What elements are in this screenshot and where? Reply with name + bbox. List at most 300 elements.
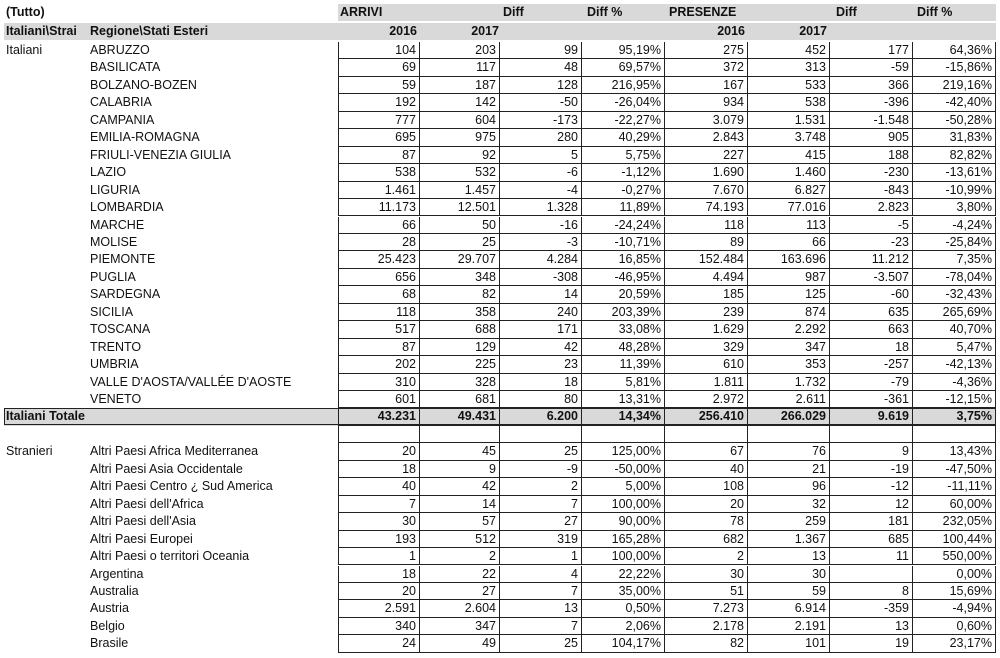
cell-value[interactable]: 187 (420, 77, 500, 94)
cell-value[interactable]: 2.191 (748, 618, 830, 635)
cell-value[interactable]: 7,35% (913, 251, 996, 268)
cell-value[interactable]: 14 (500, 286, 582, 303)
row-label[interactable]: SARDEGNA (90, 287, 161, 302)
cell-value[interactable]: 20,59% (582, 286, 665, 303)
cell-value[interactable]: 31,83% (913, 129, 996, 146)
cell-value[interactable]: 118 (665, 217, 748, 234)
cell-value[interactable]: 82 (420, 286, 500, 303)
cell-value[interactable]: -1.548 (830, 112, 913, 129)
cell-value[interactable]: 905 (830, 129, 913, 146)
cell-value[interactable]: -26,04% (582, 94, 665, 111)
cell-value[interactable]: 13,31% (582, 391, 665, 408)
cell-value[interactable]: -843 (830, 182, 913, 199)
row-label[interactable]: VENETO (90, 392, 142, 406)
cell-value[interactable]: 219,16% (913, 77, 996, 94)
cell-value[interactable]: 2 (420, 548, 500, 565)
cell-value[interactable]: 100,44% (913, 531, 996, 548)
cell-value[interactable]: 610 (665, 356, 748, 373)
row-label[interactable]: Argentina (90, 566, 144, 581)
cell-value[interactable]: 48,28% (582, 339, 665, 356)
field-italiani-stranieri[interactable]: Italiani\Strai (6, 24, 77, 38)
cell-value[interactable]: 42 (500, 339, 582, 356)
cell-value[interactable]: 6.914 (748, 600, 830, 617)
cell-value[interactable]: 934 (665, 94, 748, 111)
cell-value[interactable]: -361 (830, 391, 913, 408)
cell-value[interactable]: 415 (748, 147, 830, 164)
cell-value[interactable]: 177 (830, 42, 913, 59)
cell-value[interactable]: 7 (338, 496, 420, 513)
cell-value[interactable]: 2.591 (338, 600, 420, 617)
cell-value[interactable]: -24,24% (582, 217, 665, 234)
cell-value[interactable]: 550,00% (913, 548, 996, 565)
cell-value[interactable]: 512 (420, 531, 500, 548)
cell-value[interactable]: 695 (338, 129, 420, 146)
row-label[interactable]: EMILIA-ROMAGNA (90, 130, 200, 145)
arrivi-diff-header[interactable]: Diff (503, 5, 524, 19)
cell-value[interactable]: -23 (830, 234, 913, 251)
year-2017-arrivi[interactable]: 2017 (471, 24, 499, 38)
cell-value[interactable]: 635 (830, 304, 913, 321)
cell-value[interactable]: 1.629 (665, 321, 748, 338)
cell-value[interactable]: -0,27% (582, 182, 665, 199)
cell-value[interactable]: -4 (500, 182, 582, 199)
cell-value[interactable]: 101 (748, 635, 830, 652)
empty-cell[interactable] (665, 426, 748, 443)
cell-value[interactable]: 202 (338, 356, 420, 373)
cell-value[interactable]: 40 (665, 461, 748, 478)
cell-value[interactable]: 275 (665, 42, 748, 59)
cell-value[interactable]: 7.670 (665, 182, 748, 199)
cell-value[interactable]: -4,94% (913, 600, 996, 617)
cell-value[interactable]: 27 (500, 513, 582, 530)
cell-value[interactable]: 48 (500, 59, 582, 76)
cell-value[interactable]: 0,60% (913, 618, 996, 635)
empty-cell[interactable] (500, 426, 582, 443)
cell-value[interactable]: 66 (748, 234, 830, 251)
cell-value[interactable]: 663 (830, 321, 913, 338)
cell-value[interactable]: 128 (500, 77, 582, 94)
cell-value[interactable]: 0,50% (582, 600, 665, 617)
cell-value[interactable]: 118 (338, 304, 420, 321)
cell-value[interactable]: 40,29% (582, 129, 665, 146)
cell-value[interactable]: 11 (830, 548, 913, 565)
cell-value[interactable]: 777 (338, 112, 420, 129)
cell-value[interactable]: -59 (830, 59, 913, 76)
cell-value[interactable]: 89 (665, 234, 748, 251)
cell-value[interactable]: -3 (500, 234, 582, 251)
total-value[interactable]: 3,75% (913, 408, 996, 425)
row-label[interactable]: CAMPANIA (90, 112, 155, 127)
cell-value[interactable]: 185 (665, 286, 748, 303)
cell-value[interactable]: 13 (830, 618, 913, 635)
cell-value[interactable]: -257 (830, 356, 913, 373)
row-label[interactable]: Brasile (90, 636, 129, 651)
cell-value[interactable]: 1.531 (748, 112, 830, 129)
cell-value[interactable]: 25 (500, 635, 582, 652)
cell-value[interactable]: 1.367 (748, 531, 830, 548)
cell-value[interactable]: 19 (830, 635, 913, 652)
cell-value[interactable]: 538 (338, 164, 420, 181)
cell-value[interactable]: 5,00% (582, 478, 665, 495)
cell-value[interactable]: 117 (420, 59, 500, 76)
cell-value[interactable]: -308 (500, 269, 582, 286)
cell-value[interactable]: 2.604 (420, 600, 500, 617)
arrivi-diffpct-header[interactable]: Diff % (587, 5, 623, 19)
total-label[interactable]: Italiani Totale (6, 409, 85, 424)
cell-value[interactable]: 108 (665, 478, 748, 495)
cell-value[interactable]: 192 (338, 94, 420, 111)
row-label[interactable]: Altri Paesi dell'Asia (90, 514, 196, 529)
cell-value[interactable]: 216,95% (582, 77, 665, 94)
cell-value[interactable]: 2.823 (830, 199, 913, 216)
cell-value[interactable]: 27 (420, 583, 500, 600)
year-2016-presenze[interactable]: 2016 (717, 24, 745, 38)
cell-value[interactable]: 975 (420, 129, 500, 146)
cell-value[interactable]: 78 (665, 513, 748, 530)
cell-value[interactable]: 100,00% (582, 548, 665, 565)
cell-value[interactable]: 30 (748, 566, 830, 583)
row-label[interactable]: Austria (90, 601, 129, 616)
cell-value[interactable]: 2.178 (665, 618, 748, 635)
empty-cell[interactable] (913, 426, 996, 443)
cell-value[interactable]: 12.501 (420, 199, 500, 216)
cell-value[interactable]: 8 (830, 583, 913, 600)
cell-value[interactable]: -42,13% (913, 356, 996, 373)
row-label[interactable]: PIEMONTE (90, 252, 156, 267)
arrivi-header[interactable]: ARRIVI (340, 5, 383, 19)
cell-value[interactable]: 64,36% (913, 42, 996, 59)
cell-value[interactable]: 82,82% (913, 147, 996, 164)
row-label[interactable]: UMBRIA (90, 357, 139, 372)
cell-value[interactable]: 452 (748, 42, 830, 59)
cell-value[interactable]: 11.173 (338, 199, 420, 216)
cell-value[interactable]: 358 (420, 304, 500, 321)
cell-value[interactable]: 100,00% (582, 496, 665, 513)
cell-value[interactable]: 7 (500, 583, 582, 600)
cell-value[interactable]: 129 (420, 339, 500, 356)
cell-value[interactable]: 9 (420, 461, 500, 478)
filter-label[interactable]: (Tutto) (6, 5, 45, 19)
cell-value[interactable]: 347 (748, 339, 830, 356)
cell-value[interactable]: 4.494 (665, 269, 748, 286)
cell-value[interactable]: 372 (665, 59, 748, 76)
cell-value[interactable]: 3,80% (913, 199, 996, 216)
cell-value[interactable]: 2 (665, 548, 748, 565)
row-label[interactable]: PUGLIA (90, 269, 136, 284)
cell-value[interactable]: 2.292 (748, 321, 830, 338)
row-label[interactable]: LOMBARDIA (90, 200, 164, 215)
cell-value[interactable]: -32,43% (913, 286, 996, 303)
cell-value[interactable]: 1.732 (748, 374, 830, 391)
cell-value[interactable]: -9 (500, 461, 582, 478)
cell-value[interactable]: -25,84% (913, 234, 996, 251)
row-label[interactable]: Altri Paesi Europei (90, 531, 193, 546)
row-label[interactable]: Altri Paesi Centro ¿ Sud America (90, 479, 273, 494)
cell-value[interactable]: 2 (500, 478, 582, 495)
cell-value[interactable]: 59 (338, 77, 420, 94)
cell-value[interactable]: 22 (420, 566, 500, 583)
cell-value[interactable]: 163.696 (748, 251, 830, 268)
cell-value[interactable]: 5,47% (913, 339, 996, 356)
cell-value[interactable]: 45 (420, 443, 500, 460)
year-2016-arrivi[interactable]: 2016 (389, 24, 417, 38)
cell-value[interactable]: 76 (748, 443, 830, 460)
cell-value[interactable]: 347 (420, 618, 500, 635)
cell-value[interactable]: -60 (830, 286, 913, 303)
total-value[interactable]: 49.431 (420, 408, 500, 425)
cell-value[interactable]: 20 (338, 443, 420, 460)
cell-value[interactable]: 40 (338, 478, 420, 495)
cell-value[interactable]: 517 (338, 321, 420, 338)
cell-value[interactable]: 15,69% (913, 583, 996, 600)
cell-value[interactable]: 2,06% (582, 618, 665, 635)
cell-value[interactable]: 30 (338, 513, 420, 530)
cell-value[interactable]: 32 (748, 496, 830, 513)
cell-value[interactable]: 25 (500, 443, 582, 460)
cell-value[interactable]: 95,19% (582, 42, 665, 59)
cell-value[interactable]: 28 (338, 234, 420, 251)
cell-value[interactable]: 1.460 (748, 164, 830, 181)
cell-value[interactable]: 60,00% (913, 496, 996, 513)
cell-value[interactable]: -359 (830, 600, 913, 617)
cell-value[interactable]: 125,00% (582, 443, 665, 460)
total-value[interactable]: 14,34% (582, 408, 665, 425)
cell-value[interactable]: 51 (665, 583, 748, 600)
row-label[interactable]: LIGURIA (90, 182, 141, 197)
cell-value[interactable]: 87 (338, 339, 420, 356)
cell-value[interactable]: 532 (420, 164, 500, 181)
cell-value[interactable]: 5,75% (582, 147, 665, 164)
total-value[interactable]: 9.619 (830, 408, 913, 425)
cell-value[interactable]: 225 (420, 356, 500, 373)
cell-value[interactable]: 2.972 (665, 391, 748, 408)
cell-value[interactable]: 188 (830, 147, 913, 164)
cell-value[interactable]: 538 (748, 94, 830, 111)
cell-value[interactable]: -12,15% (913, 391, 996, 408)
cell-value[interactable]: 604 (420, 112, 500, 129)
row-label[interactable]: SICILIA (90, 304, 134, 319)
presenze-diffpct-header[interactable]: Diff % (917, 5, 953, 19)
cell-value[interactable]: 987 (748, 269, 830, 286)
cell-value[interactable]: 259 (748, 513, 830, 530)
cell-value[interactable]: -78,04% (913, 269, 996, 286)
cell-value[interactable]: -42,40% (913, 94, 996, 111)
row-label[interactable]: MOLISE (90, 234, 138, 249)
cell-value[interactable]: 99 (500, 42, 582, 59)
cell-value[interactable]: -230 (830, 164, 913, 181)
field-regione-stati[interactable]: Regione\Stati Esteri (90, 24, 209, 38)
cell-value[interactable]: -79 (830, 374, 913, 391)
cell-value[interactable]: -3.507 (830, 269, 913, 286)
cell-value[interactable]: 353 (748, 356, 830, 373)
cell-value[interactable]: 313 (748, 59, 830, 76)
cell-value[interactable]: -396 (830, 94, 913, 111)
cell-value[interactable]: 227 (665, 147, 748, 164)
cell-value[interactable]: 25 (420, 234, 500, 251)
row-label[interactable]: TRENTO (90, 339, 142, 354)
cell-value[interactable]: -47,50% (913, 461, 996, 478)
cell-value[interactable]: -15,86% (913, 59, 996, 76)
cell-value[interactable]: -13,61% (913, 164, 996, 181)
cell-value[interactable]: -5 (830, 217, 913, 234)
cell-value[interactable]: 33,08% (582, 321, 665, 338)
total-value[interactable]: 256.410 (665, 408, 748, 425)
cell-value[interactable]: 142 (420, 94, 500, 111)
cell-value[interactable]: 104,17% (582, 635, 665, 652)
empty-cell[interactable] (748, 426, 830, 443)
cell-value[interactable]: -16 (500, 217, 582, 234)
cell-value[interactable]: 18 (338, 461, 420, 478)
cell-value[interactable]: 42 (420, 478, 500, 495)
cell-value[interactable]: 232,05% (913, 513, 996, 530)
cell-value[interactable]: 40,70% (913, 321, 996, 338)
cell-value[interactable]: -22,27% (582, 112, 665, 129)
cell-value[interactable]: -10,99% (913, 182, 996, 199)
row-label[interactable]: MARCHE (90, 217, 145, 232)
cell-value[interactable]: 21 (748, 461, 830, 478)
cell-value[interactable]: 77.016 (748, 199, 830, 216)
cell-value[interactable]: 2.611 (748, 391, 830, 408)
cell-value[interactable]: 23,17% (913, 635, 996, 652)
cell-value[interactable]: 181 (830, 513, 913, 530)
cell-value[interactable]: 12 (830, 496, 913, 513)
cell-value[interactable]: 11.212 (830, 251, 913, 268)
row-label[interactable]: TOSCANA (90, 322, 151, 337)
cell-value[interactable]: 104 (338, 42, 420, 59)
total-value[interactable]: 43.231 (338, 408, 420, 425)
row-label[interactable]: BOLZANO-BOZEN (90, 77, 197, 92)
total-value[interactable]: 6.200 (500, 408, 582, 425)
cell-value[interactable]: 6.827 (748, 182, 830, 199)
cell-value[interactable]: 29.707 (420, 251, 500, 268)
cell-value[interactable]: 4.284 (500, 251, 582, 268)
cell-value[interactable]: 682 (665, 531, 748, 548)
empty-cell[interactable] (338, 426, 420, 443)
cell-value[interactable]: 90,00% (582, 513, 665, 530)
cell-value[interactable]: 310 (338, 374, 420, 391)
cell-value[interactable]: 69 (338, 59, 420, 76)
cell-value[interactable]: -4,36% (913, 374, 996, 391)
cell-value[interactable]: 688 (420, 321, 500, 338)
cell-value[interactable]: 87 (338, 147, 420, 164)
cell-value[interactable]: 193 (338, 531, 420, 548)
cell-value[interactable]: 50 (420, 217, 500, 234)
cell-value[interactable]: 4 (500, 566, 582, 583)
cell-value[interactable]: 69,57% (582, 59, 665, 76)
cell-value[interactable]: -4,24% (913, 217, 996, 234)
cell-value[interactable]: 9 (830, 443, 913, 460)
cell-value[interactable]: 239 (665, 304, 748, 321)
cell-value[interactable]: 3.748 (748, 129, 830, 146)
cell-value[interactable]: 167 (665, 77, 748, 94)
empty-cell[interactable] (582, 426, 665, 443)
cell-value[interactable]: 340 (338, 618, 420, 635)
row-label[interactable]: Altri Paesi o territori Oceania (90, 549, 250, 564)
cell-value[interactable]: 601 (338, 391, 420, 408)
cell-value[interactable]: -10,71% (582, 234, 665, 251)
cell-value[interactable]: 18 (338, 566, 420, 583)
cell-value[interactable]: 681 (420, 391, 500, 408)
group-label[interactable]: Italiani (6, 43, 43, 57)
row-label[interactable]: Australia (90, 583, 139, 598)
cell-value[interactable]: 656 (338, 269, 420, 286)
year-2017-presenze[interactable]: 2017 (799, 24, 827, 38)
cell-value[interactable]: 7 (500, 618, 582, 635)
cell-value[interactable]: 13 (500, 600, 582, 617)
cell-value[interactable]: 23 (500, 356, 582, 373)
row-label[interactable]: CALABRIA (90, 95, 152, 110)
cell-value[interactable]: 280 (500, 129, 582, 146)
cell-value[interactable]: 18 (830, 339, 913, 356)
cell-value[interactable]: 20 (665, 496, 748, 513)
cell-value[interactable]: 7.273 (665, 600, 748, 617)
cell-value[interactable]: -46,95% (582, 269, 665, 286)
cell-value[interactable]: 3.079 (665, 112, 748, 129)
cell-value[interactable]: 152.484 (665, 251, 748, 268)
cell-value[interactable]: 1 (500, 548, 582, 565)
row-label[interactable]: VALLE D'AOSTA/VALLÉE D'AOSTE (90, 374, 292, 389)
row-label[interactable]: Belgio (90, 618, 125, 633)
cell-value[interactable]: 80 (500, 391, 582, 408)
cell-value[interactable]: 2.843 (665, 129, 748, 146)
empty-cell[interactable] (830, 426, 913, 443)
cell-value[interactable]: 7 (500, 496, 582, 513)
row-label[interactable]: ABRUZZO (90, 43, 150, 57)
presenze-header[interactable]: PRESENZE (669, 5, 737, 19)
cell-value[interactable]: 1.690 (665, 164, 748, 181)
cell-value[interactable]: 5,81% (582, 374, 665, 391)
cell-value[interactable]: 1.457 (420, 182, 500, 199)
cell-value[interactable]: 5 (500, 147, 582, 164)
row-label[interactable]: FRIULI-VENEZIA GIULIA (90, 147, 232, 162)
cell-value[interactable]: 0,00% (913, 566, 996, 583)
cell-value[interactable]: 68 (338, 286, 420, 303)
group-label[interactable]: Stranieri (6, 444, 53, 459)
cell-value[interactable]: 67 (665, 443, 748, 460)
cell-value[interactable]: 685 (830, 531, 913, 548)
cell-value[interactable]: 265,69% (913, 304, 996, 321)
cell-value[interactable]: -19 (830, 461, 913, 478)
cell-value[interactable]: 366 (830, 77, 913, 94)
cell-value[interactable]: -50,00% (582, 461, 665, 478)
cell-value[interactable]: 59 (748, 583, 830, 600)
cell-value[interactable]: 203 (420, 42, 500, 59)
cell-value[interactable]: 22,22% (582, 566, 665, 583)
cell-value[interactable]: -11,11% (913, 478, 996, 495)
cell-value[interactable]: 16,85% (582, 251, 665, 268)
cell-value[interactable]: 24 (338, 635, 420, 652)
cell-value[interactable]: 96 (748, 478, 830, 495)
cell-value[interactable]: 165,28% (582, 531, 665, 548)
total-value[interactable]: 266.029 (748, 408, 830, 425)
cell-value[interactable]: 11,39% (582, 356, 665, 373)
cell-value[interactable] (830, 566, 913, 583)
cell-value[interactable]: 329 (665, 339, 748, 356)
cell-value[interactable]: 25.423 (338, 251, 420, 268)
cell-value[interactable]: 30 (665, 566, 748, 583)
cell-value[interactable]: -1,12% (582, 164, 665, 181)
cell-value[interactable]: 92 (420, 147, 500, 164)
cell-value[interactable]: -6 (500, 164, 582, 181)
row-label[interactable]: Altri Paesi Asia Occidentale (90, 461, 243, 476)
cell-value[interactable]: 11,89% (582, 199, 665, 216)
cell-value[interactable]: 203,39% (582, 304, 665, 321)
row-label[interactable]: BASILICATA (90, 60, 161, 75)
cell-value[interactable]: 533 (748, 77, 830, 94)
cell-value[interactable]: 348 (420, 269, 500, 286)
cell-value[interactable]: 82 (665, 635, 748, 652)
cell-value[interactable]: 171 (500, 321, 582, 338)
